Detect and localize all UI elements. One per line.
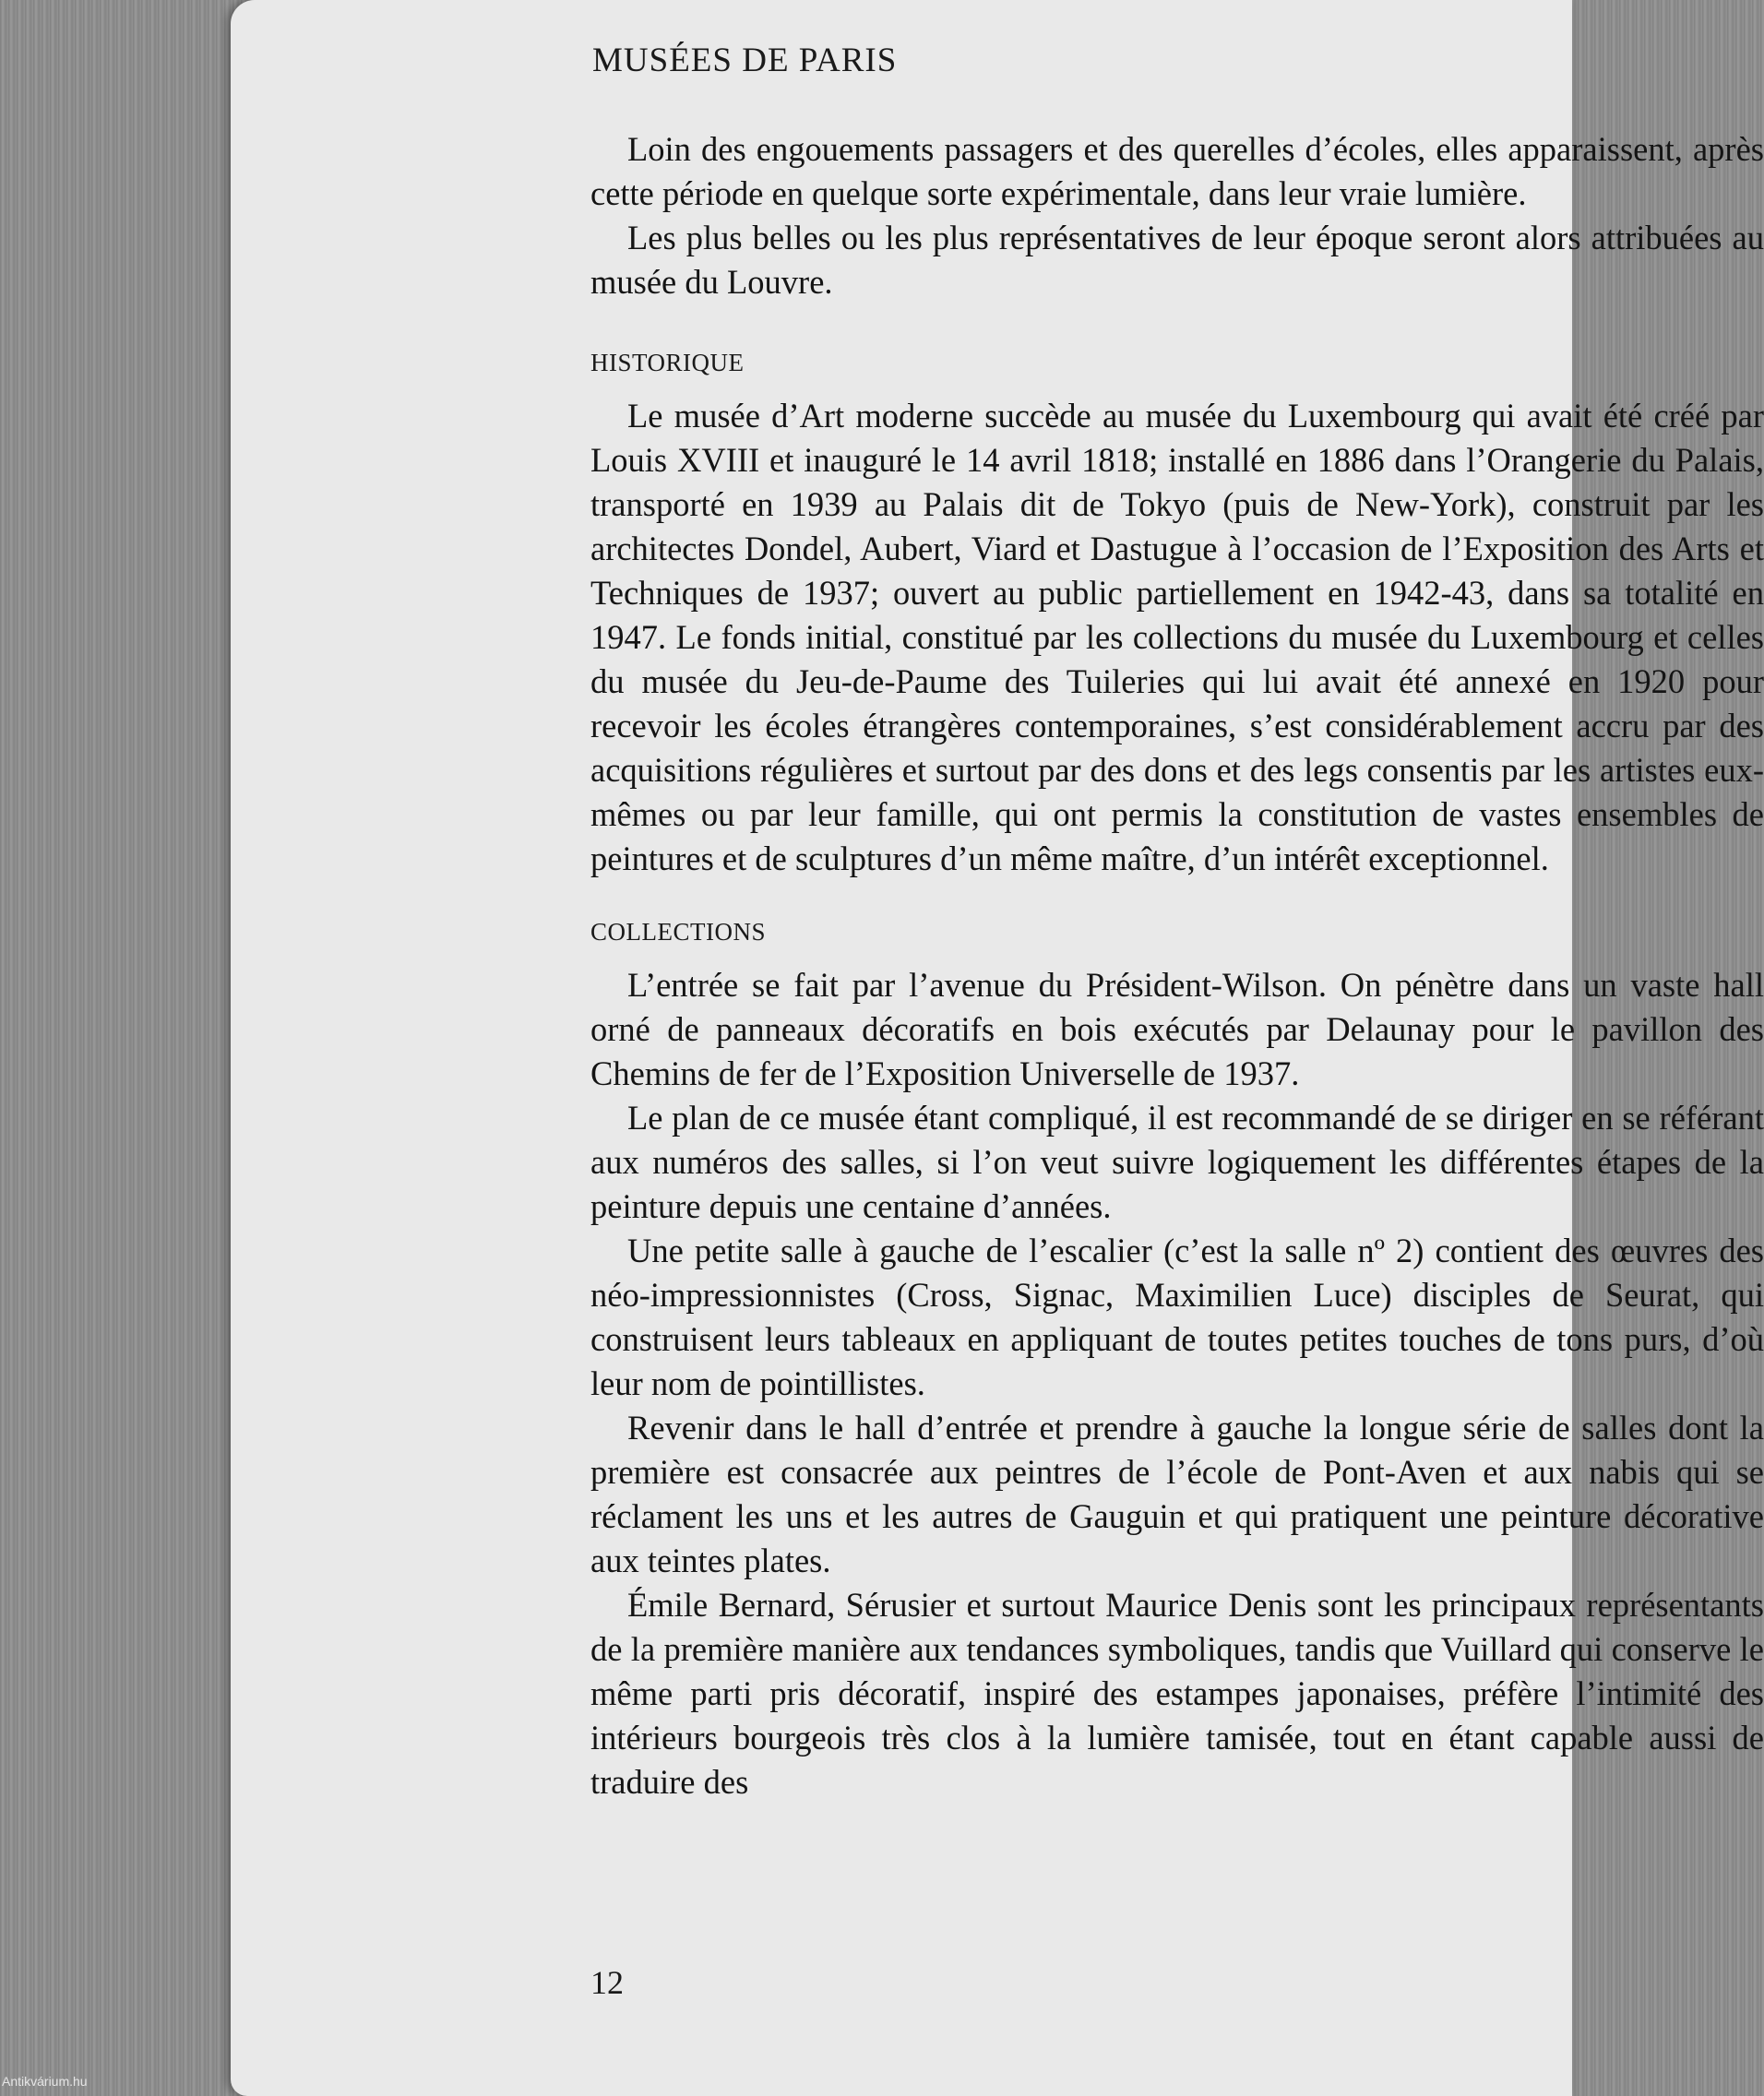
paragraph: Une petite salle à gauche de l’escalier (c’est la salle nº 2) contient des œuvres des néo-impressionnistes (Cross, Signac, Maximilien Luce) disciples de Seurat, qui construisent leurs tableaux en appliquant de toutes petites touches de tons purs, d’où leur nom de pointillistes. (590, 1232, 1764, 1402)
paragraph: Le plan de ce musée étant compliqué, il est recommandé de se diriger en se référant aux numéros des salles, si l’on veut suivre logiquement les différentes étapes de la peinture depuis une centaine d’années. (590, 1099, 1764, 1225)
paragraph: Loin des engouements passagers et des querelles d’écoles, elles apparaissent, après cette période en quelque sorte expérimentale, dans leur vraie lumière. (590, 130, 1764, 212)
page-number: 12 (590, 1964, 624, 2001)
paragraph: Le musée d’Art moderne succède au musée du Luxembourg qui avait été créé par Louis XVIII et inauguré le 14 avril 1818; installé en 1886 dans l’Orangerie du Palais, transporté en 1939 au Palais dit de Tokyo (puis de New-York), construit par les architectes Dondel, Aubert, Viard et Dastugue à l’occasion de l’Exposition des Arts et Techniques de 1937; ouvert au public partiellement en 1942-43, dans sa totalité en 1947. Le fonds initial, constitué par les collections du musée du Luxembourg et celles du musée du Jeu-de-Paume des Tuileries qui lui avait été annexé en 1920 pour recevoir les écoles étrangères contemporaines, s’est considérablement accru par des acquisitions régulières et surtout par des dons et des legs consentis par les artistes eux-mêmes ou par leur famille, qui ont permis la constitution de vastes ensembles de peintures et de sculptures d’un même maître, d’un intérêt exceptionnel. (590, 397, 1764, 877)
paragraph: Revenir dans le hall d’entrée et prendre à gauche la longue série de salles dont la première est consacrée aux peintres de l’école de Pont-Aven et aux nabis qui se réclament les uns et les autres de Gauguin et qui pratiquent une peinture décorative aux teintes plates. (590, 1409, 1764, 1579)
paragraph: Émile Bernard, Sérusier et surtout Maurice Denis sont les principaux représentants de la première manière aux tendances symboliques, tandis que Vuillard qui conserve le même parti pris décoratif, inspiré des estampes japonaises, préfère l’intimité des intérieurs bourgeois très clos à la lumière tamisée, tout en étant capable aussi de traduire des (590, 1586, 1764, 1801)
watermark: Antikvárium.hu (2, 2074, 88, 2089)
page-body (590, 127, 1764, 1804)
section-heading-collections: COLLECTIONS (590, 918, 766, 946)
section-heading-historique: HISTORIQUE (590, 349, 745, 376)
running-head: MUSÉES DE PARIS (592, 42, 898, 79)
paragraph: L’entrée se fait par l’avenue du Président-Wilson. On pénètre dans un vaste hall orné de panneaux décoratifs en bois exécutés par Delaunay pour le pavillon des Chemins de fer de l’Exposition Universelle de 1937. (590, 966, 1764, 1092)
book-page (231, 0, 1764, 2096)
paragraph: Les plus belles ou les plus représentatives de leur époque seront alors attribuées au musée du Louvre. (590, 219, 1764, 301)
